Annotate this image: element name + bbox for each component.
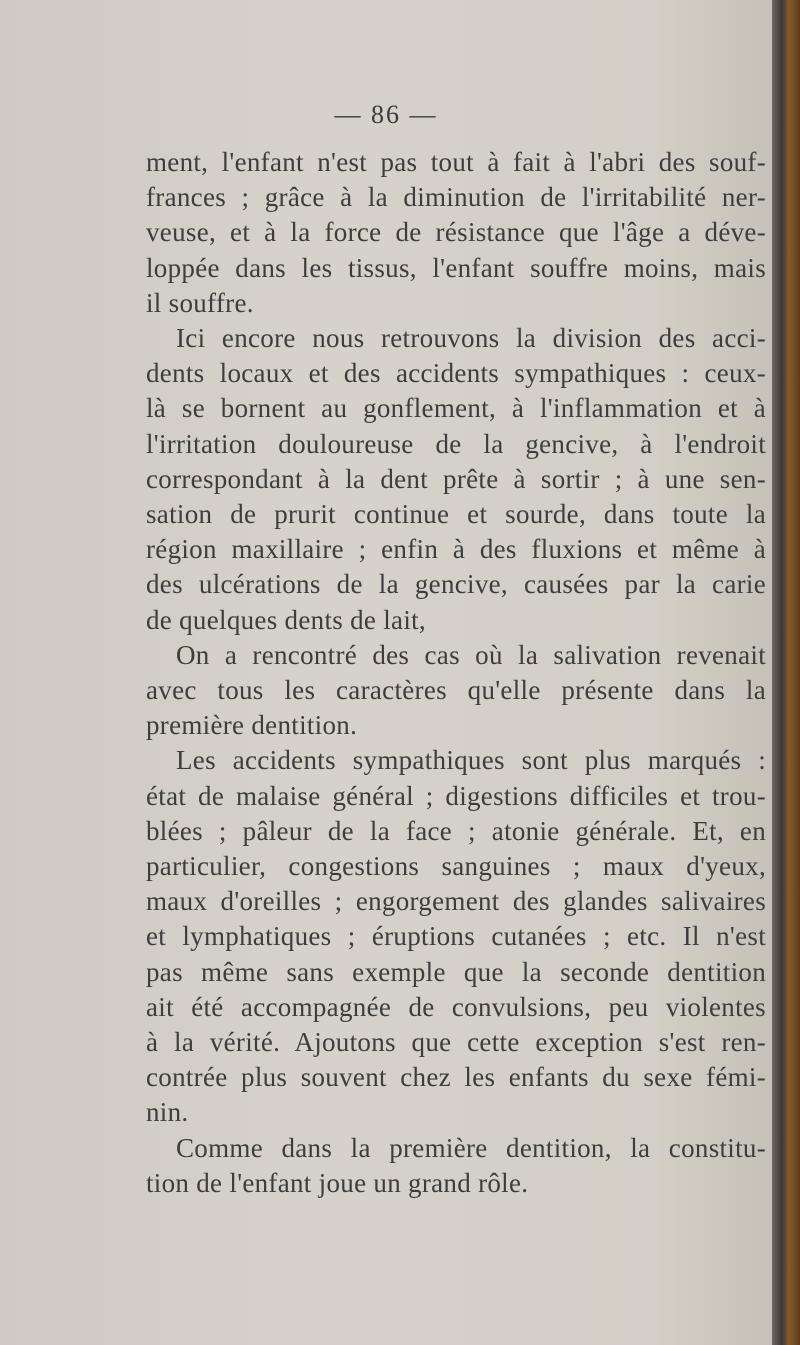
text-line: de quelques dents de lait, [146,604,426,635]
text-line: frances ; grâce à la diminution de l'irritabilité ner- [146,182,766,213]
text-line: région maxillaire ; enfin à des fluxions et même à [146,534,766,565]
page-number: — 86 — [334,100,438,129]
text-line: dents locaux et des accidents sympathiques : ceux- [146,358,766,389]
text-line: à la vérité. Ajoutons que cette exception s'est ren- [146,1027,766,1058]
text-line: correspondant à la dent prête à sortir ; à une sen- [146,463,766,494]
text-line: veuse, et à la force de résistance que l'âge a déve- [146,217,766,248]
text-line: Comme dans la première dentition, la constitu- [176,1132,766,1163]
text-line: état de malaise général ; digestions difficiles et trou- [146,780,766,811]
text-line: Les accidents sympathiques sont plus marqués : [176,745,766,776]
text-line: là se bornent au gonflement, à l'inflammation et à [146,393,766,424]
text-line: avec tous les caractères qu'elle présente dans la [146,675,766,706]
text-line: Ici encore nous retrouvons la division des acci- [176,323,766,354]
text-line: première dentition. [146,710,358,741]
book-spine [772,0,800,1345]
text-line: ait été accompagnée de convulsions, peu violentes [146,991,766,1022]
text-line: l'irritation douloureuse de la gencive, à l'endroit [146,428,766,459]
text-line: ment, l'enfant n'est pas tout à fait à l'abri des souf- [146,147,766,177]
text-line: maux d'oreilles ; engorgement des glandes salivaires [146,886,766,917]
text-line: pas même sans exemple que la seconde dentition [146,956,766,987]
text-line: des ulcérations de la gencive, causées par la carie [146,569,766,600]
text-line: particulier, congestions sanguines ; maux d'yeux, [146,851,766,882]
text-line: tion de l'enfant joue un grand rôle. [146,1167,529,1198]
text-line: et lymphatiques ; éruptions cutanées ; etc. Il n'est [146,921,766,952]
text-line: contrée plus souvent chez les enfants du sexe fémi- [146,1062,766,1093]
text-line: loppée dans les tissus, l'enfant souffre moins, mais [146,252,766,283]
text-line: il souffre. [146,287,254,318]
text-line: nin. [146,1097,189,1128]
text-line: sation de prurit continue et sourde, dans toute la [146,499,766,530]
text-line: On a rencontré des cas où la salivation revenait [176,639,766,670]
text-line: blées ; pâleur de la face ; atonie générale. Et, en [146,815,766,846]
body-text [146,145,766,1201]
